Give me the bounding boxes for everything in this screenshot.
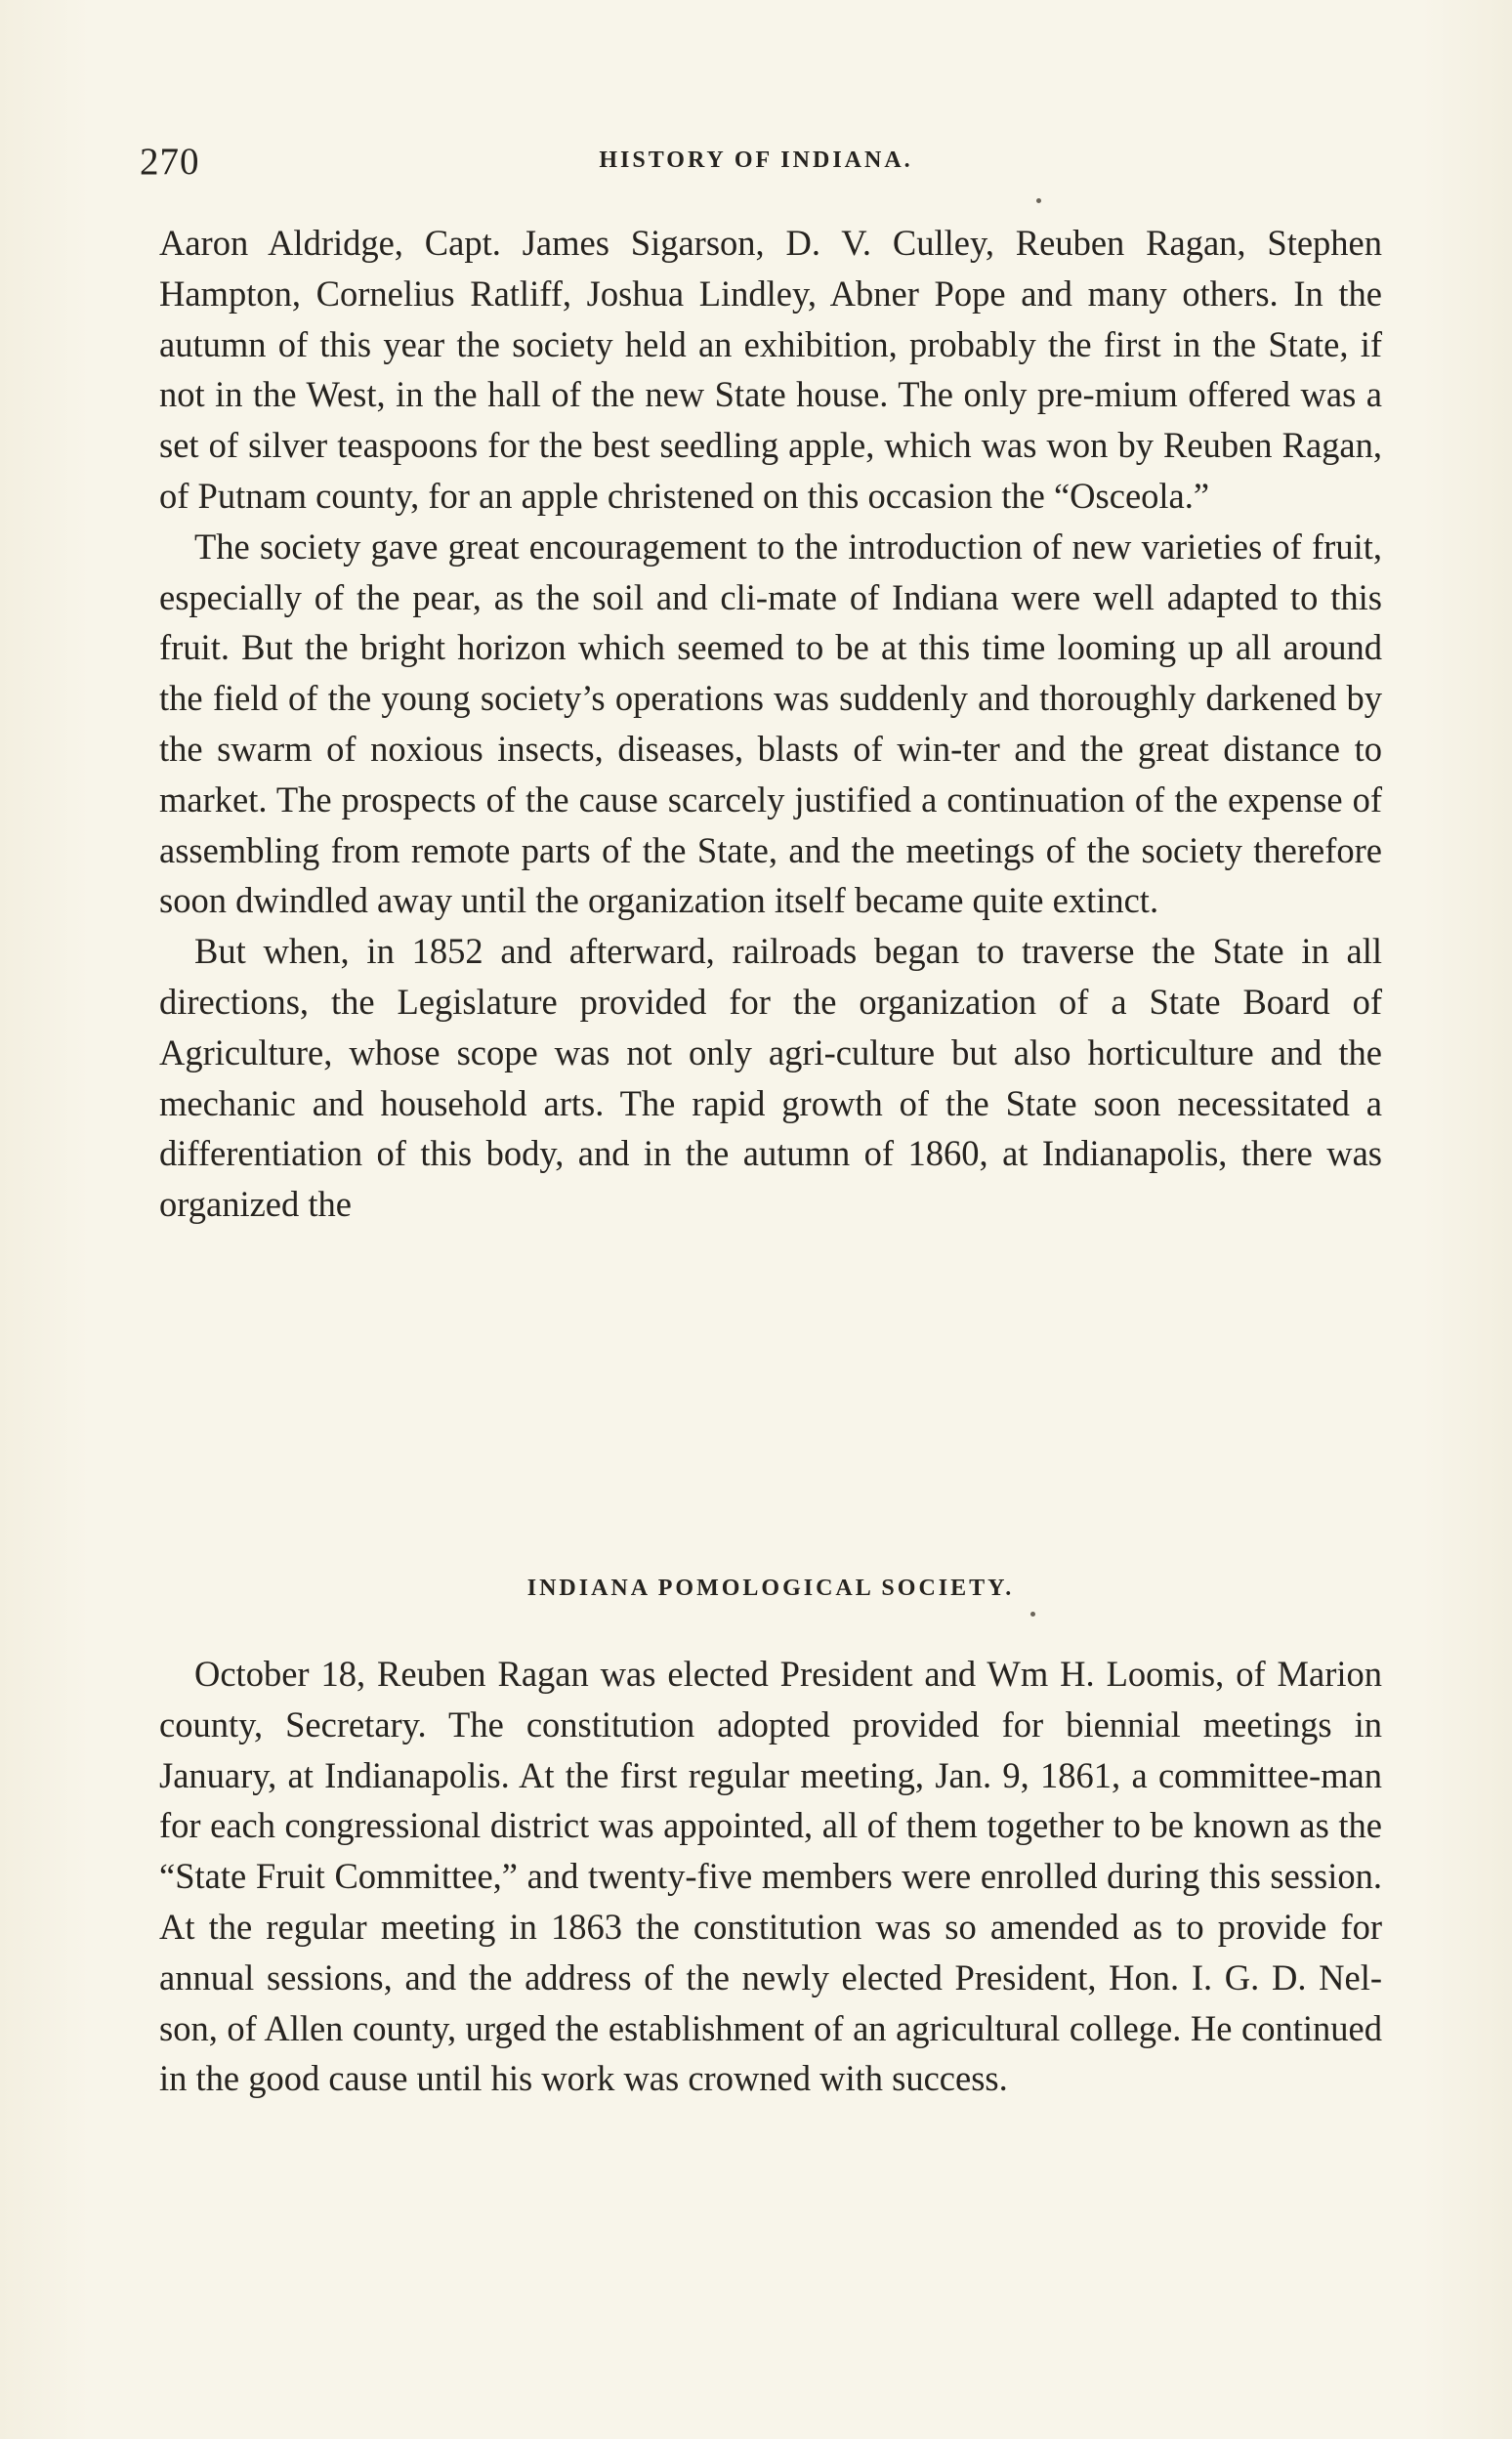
body-text-bottom bbox=[159, 1649, 1382, 2104]
page-number: 270 bbox=[140, 141, 200, 183]
running-title: HISTORY OF INDIANA. bbox=[599, 147, 913, 173]
paragraph: But when, in 1852 and afterward, railroads began to traverse the State in all directions, the Legislature provided for the organization of a State Board of Agriculture, whose scope was not only agri-culture but also horticulture and the mechanic and household arts. The rapid growth of the State soon necessitated a differentiation of this body, and in the autumn of 1860, at Indianapolis, there was organized the bbox=[159, 931, 1382, 1225]
ink-speck bbox=[1036, 198, 1041, 203]
ink-speck bbox=[1030, 1612, 1035, 1617]
section-heading: INDIANA POMOLOGICAL SOCIETY. bbox=[526, 1576, 1015, 1601]
running-head bbox=[140, 140, 1372, 189]
paragraph: October 18, Reuben Ragan was elected President and Wm H. Loomis, of Marion county, Secretary. The constitution adopted provided for biennial meetings in January, at Indianapolis. At the first regular meeting, Jan. 9, 1861, a committee-man for each congressional district was appointed, all of them together to be known as the “State Fruit Committee,” and twenty-five members were enrolled during this session. At the regular meeting in 1863 the constitution was so amended as to provide for annual sessions, and the address of the newly elected President, Hon. I. G. D. Nel-son, of Allen county, urged the establishment of an agricultural college. He continued in the good cause until his work was crowned with success. bbox=[159, 1654, 1382, 2099]
paragraph: The society gave great encouragement to the introduction of new varieties of fruit, especially of the pear, as the soil and cli-mate of Indiana were well adapted to this fruit. But the bright horizon which seemed to be at this time looming up all around the field of the young society’s operations was suddenly and thoroughly darkened by the swarm of noxious insects, diseases, blasts of win-ter and the great distance to market. The prospects of the cause scarcely justified a continuation of the expense of assembling from remote parts of the State, and the meetings of the society therefore soon dwindled away until the organization itself became quite extinct. bbox=[159, 526, 1382, 921]
body-text-top bbox=[159, 218, 1382, 1230]
paragraph: Aaron Aldridge, Capt. James Sigarson, D. V. Culley, Reuben Ragan, Stephen Hampton, Cornelius Ratliff, Joshua Lindley, Abner Pope and many others. In the autumn of this year the society held an exhibition, probably the first in the State, if not in the West, in the hall of the new State house. The only pre-mium offered was a set of silver teaspoons for the best seedling apple, which was won by Reuben Ragan, of Putnam county, for an apple christened on this occasion the “Osceola.” bbox=[159, 223, 1382, 516]
